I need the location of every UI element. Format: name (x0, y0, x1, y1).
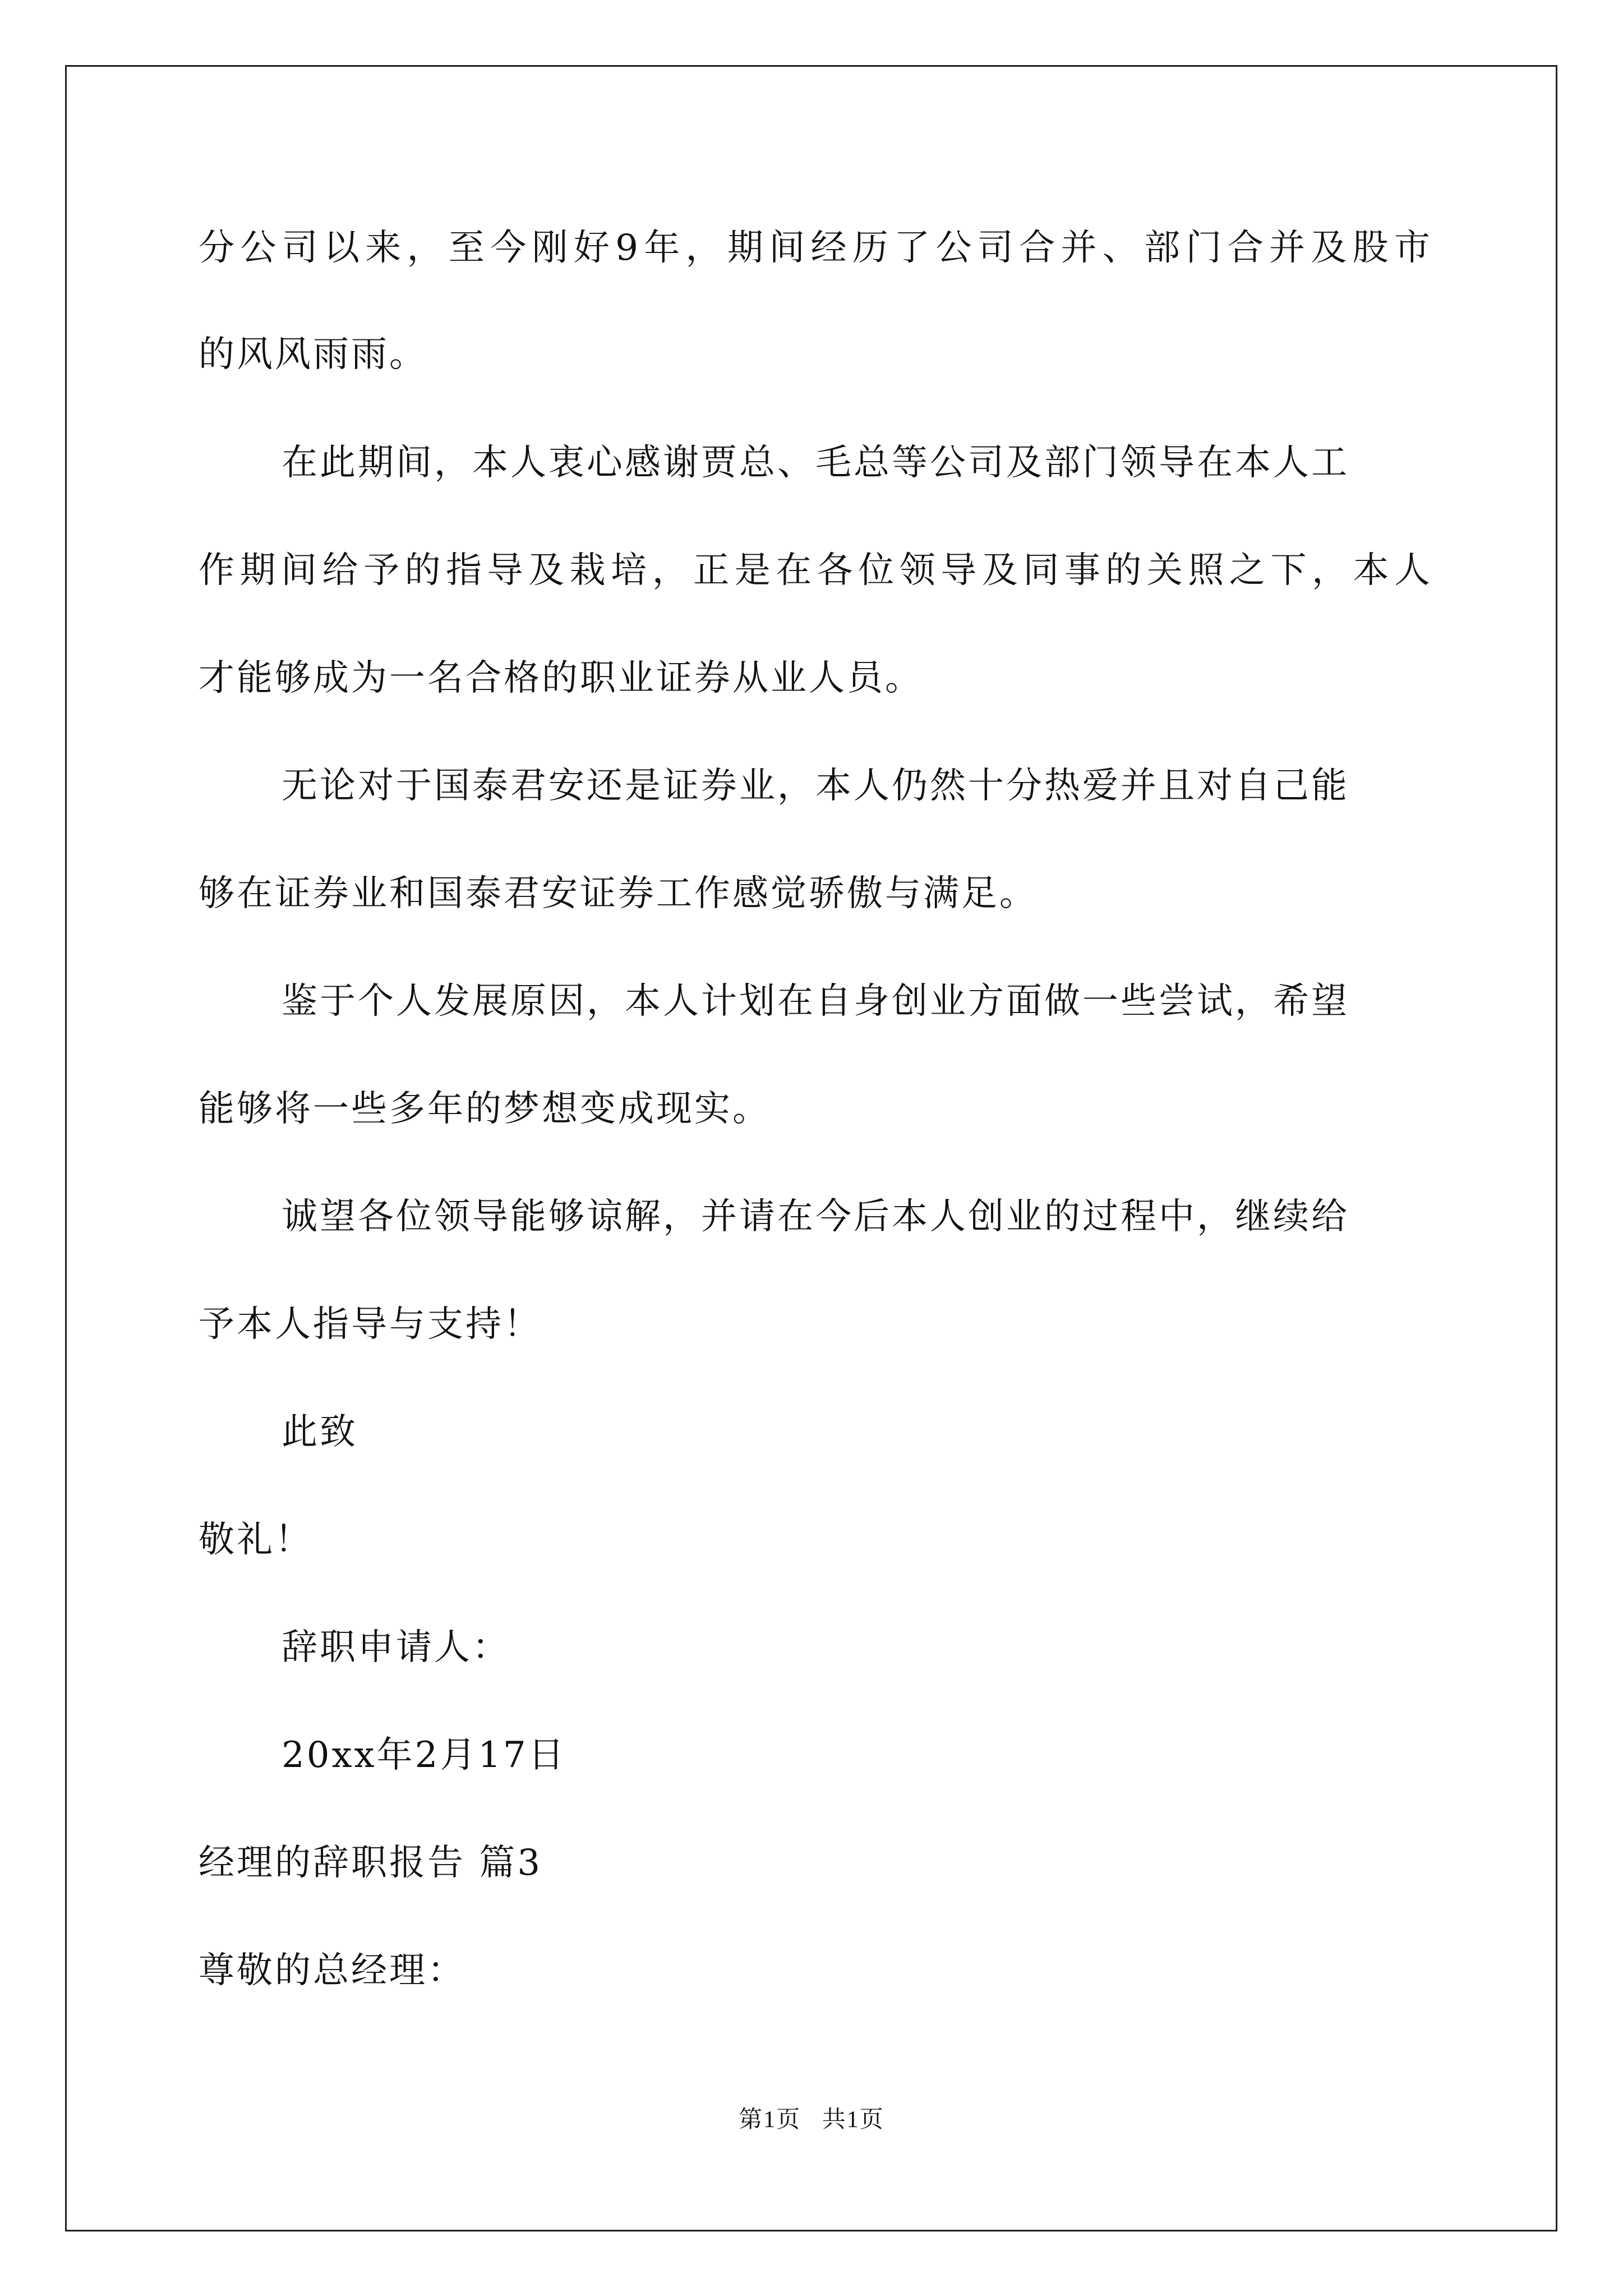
paragraph-request-start: 诚望各位领导能够谅解，并请在今后本人创业的过程中，继续给 (282, 1196, 1349, 1237)
signature-label: 辞职申请人： (282, 1627, 510, 1668)
paragraph-love-start: 无论对于国泰君安还是证券业，本人仍然十分热爱并且对自己能 (282, 765, 1349, 807)
body-line-7: 够在证券业和国泰君安证券工作感觉骄傲与满足。 (199, 873, 1038, 914)
body-line-9: 能够将一些多年的梦想变成现实。 (199, 1088, 771, 1130)
body-line-2: 的风风雨雨。 (199, 334, 427, 375)
body-line-11: 予本人指导与支持！ (199, 1304, 542, 1345)
letter-greeting: 尊敬的总经理： (199, 1950, 465, 1991)
page-border (65, 65, 1557, 2231)
paragraph-reason-start: 鉴于个人发展原因，本人计划在自身创业方面做一些尝试，希望 (282, 981, 1349, 1022)
closing-regards: 敬礼！ (199, 1519, 313, 1561)
page-number-footer: 第1页 共1页 (739, 2107, 884, 2133)
paragraph-thanks-start: 在此期间，本人衷心感谢贾总、毛总等公司及部门领导在本人工 (282, 442, 1349, 484)
closing-salutation: 此致 (282, 1411, 358, 1453)
body-line-5: 才能够成为一名合格的职业证券从业人员。 (199, 657, 923, 699)
body-line-1: 分公司以来，至今刚好9年，期间经历了公司合并、部门合并及股市 (199, 227, 1430, 269)
signature-date: 20xx年2月17日 (282, 1734, 566, 1776)
section-heading: 经理的辞职报告 篇3 (199, 1842, 543, 1884)
body-line-4: 作期间给予的指导及栽培，正是在各位领导及同事的关照之下，本人 (199, 550, 1430, 591)
